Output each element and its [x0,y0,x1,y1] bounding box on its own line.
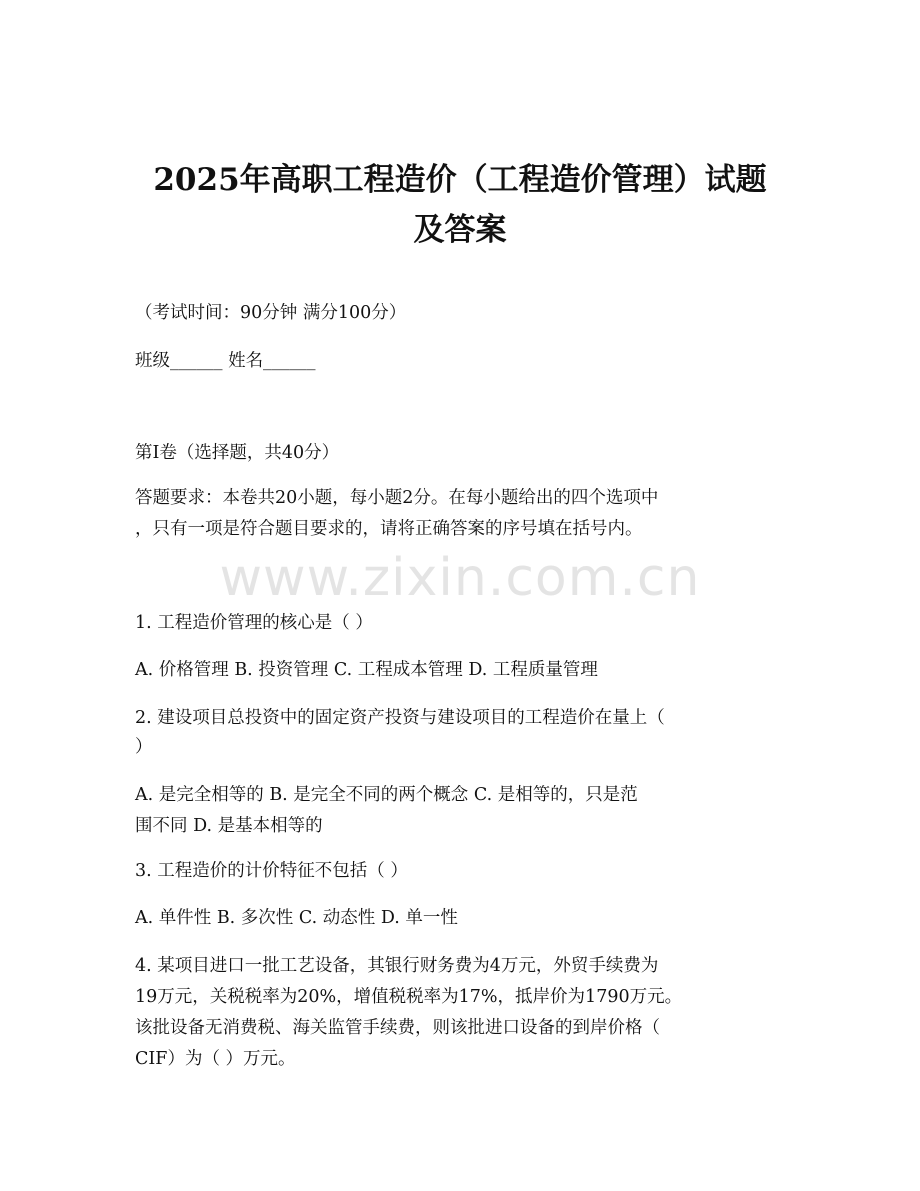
question-4-line-3: 该批设备无消费税、海关监管手续费，则该批进口设备的到岸价格（ [135,1018,660,1038]
question-1-options: A. 价格管理 B. 投资管理 C. 工程成本管理 D. 工程质量管理 [135,660,598,680]
question-1-line-1: 1. 工程造价管理的核心是（ ） [135,613,373,633]
question-3-options: A. 单件性 B. 多次性 C. 动态性 D. 单一性 [135,908,458,928]
watermark: www.zixin.com.cn [219,548,701,608]
class-name-line: 班级______ 姓名______ [135,351,316,371]
question-4-line-2: 19万元，关税税率为20%，增值税税率为17%，抵岸价为1790万元。 [135,987,683,1007]
question-2-line-1: 2. 建设项目总投资中的固定资产投资与建设项目的工程造价在量上（ [135,708,665,728]
exam-info: （考试时间：90分钟 满分100分） [135,303,407,323]
question-2-options-line-1: A. 是完全相等的 B. 是完全不同的两个概念 C. 是相等的，只是范 [135,785,638,805]
document-title-line-2: 及答案 [413,212,507,248]
question-4-line-4: CIF）为（ ）万元。 [135,1049,296,1069]
question-4-line-1: 4. 某项目进口一批工艺设备，其银行财务费为4万元，外贸手续费为 [135,956,659,976]
instructions-line-2: ，只有一项是符合题目要求的，请将正确答案的序号填在括号内。 [135,519,643,539]
document-title-line-1: 2025年高职工程造价（工程造价管理）试题 [153,162,767,198]
question-2-line-2: ） [135,737,153,757]
instructions-line-1: 答题要求：本卷共20小题，每小题2分。在每小题给出的四个选项中 [135,488,659,508]
section-heading: 第I卷（选择题，共40分） [135,443,340,463]
question-3-line-1: 3. 工程造价的计价特征不包括（ ） [135,861,408,881]
question-2-options-line-2: 围不同 D. 是基本相等的 [135,816,323,836]
